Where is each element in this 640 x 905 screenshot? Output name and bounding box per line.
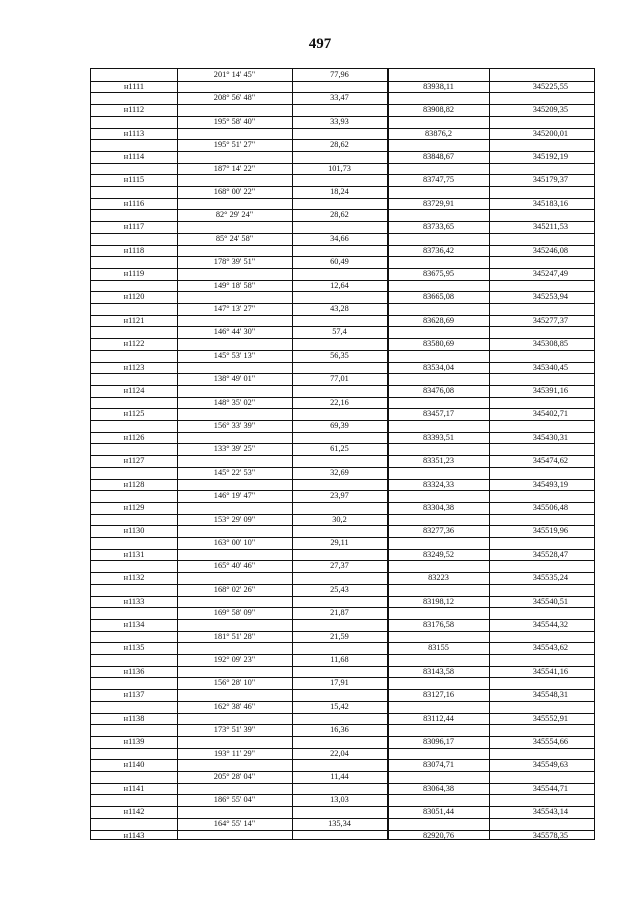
- segment-length: 56,35: [330, 350, 349, 360]
- row-divider: [91, 736, 387, 737]
- direction-angle: 149° 18' 58": [213, 280, 256, 290]
- coordinate-x: 83324,33: [422, 479, 455, 489]
- row-divider: [91, 654, 594, 655]
- segment-length: 11,68: [330, 655, 349, 664]
- coordinate-x: 83351,23: [422, 456, 455, 466]
- row-divider: [91, 455, 387, 456]
- segment-length: 22,04: [330, 748, 349, 758]
- segment-length: 16,36: [330, 725, 349, 735]
- row-divider: [91, 92, 594, 93]
- row-divider: [91, 350, 594, 351]
- segment-length: 27,37: [330, 561, 349, 571]
- point-name: н1133: [123, 596, 145, 606]
- coordinate-y: 345506,48: [532, 502, 568, 512]
- row-divider: [91, 116, 594, 117]
- direction-angle: 193° 11' 29": [213, 748, 256, 758]
- row-divider: [91, 420, 594, 421]
- row-divider: [91, 607, 594, 608]
- segment-length: 33,93: [330, 116, 349, 126]
- point-name: н1124: [123, 385, 145, 395]
- row-divider: [91, 631, 594, 632]
- coordinate-x: 83534,04: [422, 362, 455, 372]
- segment-length: 13,03: [330, 795, 349, 805]
- row-divider: [388, 830, 594, 831]
- direction-angle: 156° 33' 39": [213, 421, 256, 430]
- coordinate-x: 83155: [428, 643, 449, 653]
- row-divider: [91, 560, 594, 561]
- row-divider: [388, 81, 594, 82]
- coordinate-y: 345549,63: [532, 760, 568, 770]
- coordinate-y: 345209,35: [532, 105, 568, 115]
- point-name: н1111: [123, 81, 145, 91]
- coordinate-x: 83249,52: [422, 549, 455, 559]
- row-divider: [91, 373, 594, 374]
- coordinate-x: 83112,44: [423, 713, 454, 723]
- row-divider: [388, 362, 594, 363]
- point-name: н1122: [123, 339, 145, 349]
- row-divider: [91, 724, 594, 725]
- point-name: н1120: [123, 292, 145, 302]
- coordinate-x: 83729,91: [422, 198, 455, 208]
- row-divider: [91, 818, 594, 819]
- coordinate-x: 83176,58: [422, 619, 455, 629]
- direction-angle: 85° 24' 58": [215, 233, 254, 243]
- row-divider: [388, 642, 594, 643]
- direction-angle: 165° 40' 46": [213, 561, 256, 571]
- point-name: н1118: [123, 245, 145, 255]
- direction-angle: 148° 35' 02": [213, 397, 256, 407]
- coordinate-y: 345402,71: [532, 409, 568, 419]
- segment-length: 22,16: [330, 397, 349, 407]
- coordinate-x: 83198,12: [422, 596, 455, 606]
- row-divider: [91, 151, 387, 152]
- row-divider: [91, 689, 387, 690]
- coordinate-x: 83096,17: [422, 736, 455, 746]
- coordinate-y: 345211,53: [533, 222, 568, 232]
- row-divider: [91, 713, 387, 714]
- row-divider: [91, 596, 387, 597]
- point-name: н1112: [123, 105, 145, 115]
- coordinate-y: 345554,66: [532, 736, 568, 746]
- point-name: н1139: [123, 736, 145, 746]
- coordinate-x: 83908,82: [422, 105, 455, 115]
- segment-length: 77,01: [330, 374, 349, 384]
- coordinate-y: 345519,96: [532, 526, 568, 536]
- row-divider: [388, 666, 594, 667]
- coordinate-y: 345541,16: [532, 666, 568, 676]
- segment-length: 32,69: [330, 467, 349, 477]
- row-divider: [388, 385, 594, 386]
- direction-angle: 195° 58' 40": [213, 116, 256, 126]
- direction-angle: 186° 55' 04": [213, 795, 256, 805]
- coordinate-x: 83277,36: [422, 526, 455, 536]
- coordinate-y: 345543,62: [532, 643, 568, 653]
- direction-angle: 168° 02' 26": [213, 584, 256, 594]
- coordinate-x: 83747,75: [422, 175, 455, 185]
- coordinate-x: 83304,38: [422, 502, 455, 512]
- direction-angle: 195° 51' 27": [213, 140, 256, 150]
- row-divider: [91, 338, 387, 339]
- row-divider: [388, 549, 594, 550]
- coordinate-y: 345277,37: [532, 315, 568, 325]
- row-divider: [91, 806, 387, 807]
- row-divider: [388, 736, 594, 737]
- direction-angle: 168° 00' 22": [213, 187, 256, 196]
- direction-angle: 163° 00' 10": [213, 538, 256, 547]
- segment-length: 77,96: [330, 70, 349, 79]
- row-divider: [91, 666, 387, 667]
- point-name: н1128: [123, 479, 145, 489]
- segment-length: 17,91: [330, 678, 349, 688]
- row-divider: [91, 549, 387, 550]
- row-divider: [91, 198, 387, 199]
- row-divider: [91, 303, 594, 304]
- page-number: 497: [308, 36, 332, 52]
- direction-angle: 145° 53' 13": [213, 350, 256, 360]
- row-divider: [91, 268, 387, 269]
- row-divider: [91, 174, 387, 175]
- row-divider: [91, 397, 594, 398]
- row-divider: [388, 174, 594, 175]
- direction-angle: 187° 14' 22": [213, 163, 256, 173]
- row-divider: [91, 209, 594, 210]
- row-divider: [388, 455, 594, 456]
- row-divider: [388, 783, 594, 784]
- point-name: н1130: [123, 526, 145, 536]
- row-divider: [388, 198, 594, 199]
- direction-angle: 205° 28' 04": [213, 772, 256, 781]
- point-name: н1136: [123, 666, 145, 676]
- segment-length: 21,59: [330, 631, 349, 641]
- direction-angle: 146° 44' 30": [213, 327, 256, 337]
- row-divider: [388, 619, 594, 620]
- segment-length: 28,62: [330, 140, 349, 150]
- coordinate-y: 345225,55: [532, 81, 568, 91]
- direction-angle: 192° 09' 23": [213, 655, 256, 664]
- coordinate-y: 345247,49: [532, 268, 568, 278]
- row-divider: [91, 385, 387, 386]
- row-divider: [388, 291, 594, 292]
- direction-angle: 156° 28' 10": [213, 678, 256, 688]
- row-divider: [91, 537, 594, 538]
- row-divider: [388, 128, 594, 129]
- direction-angle: 162° 38' 46": [213, 701, 256, 711]
- row-divider: [91, 326, 594, 327]
- coordinate-y: 345200,01: [532, 128, 568, 138]
- coordinate-y: 345246,08: [532, 245, 568, 255]
- coordinate-y: 345192,19: [532, 151, 568, 161]
- point-name: н1113: [123, 128, 145, 138]
- row-divider: [91, 81, 387, 82]
- segment-length: 33,47: [330, 93, 349, 103]
- direction-angle: 164° 55' 14": [213, 818, 256, 828]
- coordinate-y: 345430,31: [532, 432, 568, 442]
- point-name: н1134: [123, 619, 145, 629]
- row-divider: [91, 362, 387, 363]
- point-name: н1127: [123, 456, 145, 466]
- coordinate-x: 83848,67: [422, 151, 455, 161]
- direction-angle: 178° 39' 51": [213, 257, 256, 267]
- coordinate-x: 83580,69: [422, 339, 455, 349]
- row-divider: [91, 221, 387, 222]
- row-divider: [91, 748, 594, 749]
- row-divider: [91, 783, 387, 784]
- row-divider: [91, 139, 594, 140]
- row-divider: [91, 490, 594, 491]
- row-divider: [91, 525, 387, 526]
- coordinate-x: 83675,95: [422, 268, 455, 278]
- direction-angle: 153° 29' 09": [213, 514, 256, 524]
- point-name: н1143: [123, 830, 145, 840]
- row-divider: [388, 315, 594, 316]
- point-name: н1114: [123, 151, 145, 161]
- coordinate-x: 83628,69: [422, 315, 455, 325]
- row-divider: [388, 572, 594, 573]
- row-divider: [388, 151, 594, 152]
- coordinate-y: 345543,14: [532, 807, 568, 817]
- row-divider: [388, 245, 594, 246]
- coordinate-y: 345179,37: [532, 175, 568, 185]
- coordinate-x: 83074,71: [422, 760, 455, 770]
- row-divider: [91, 443, 594, 444]
- row-divider: [91, 467, 594, 468]
- coordinate-y: 345308,85: [532, 339, 568, 349]
- row-divider: [388, 502, 594, 503]
- segment-length: 135,34: [328, 818, 351, 828]
- point-name: н1142: [123, 807, 145, 817]
- coordinate-y: 345391,16: [532, 385, 568, 395]
- segment-length: 30,2: [332, 514, 347, 524]
- point-name: н1117: [123, 222, 145, 232]
- point-name: н1135: [123, 643, 145, 653]
- segment-length: 69,39: [330, 421, 349, 430]
- point-name: н1132: [123, 573, 145, 583]
- row-divider: [91, 514, 594, 515]
- row-divider: [91, 408, 387, 409]
- coordinate-y: 345253,94: [532, 292, 568, 302]
- direction-angle: 208° 56' 48": [213, 93, 256, 103]
- coordinate-y: 345474,62: [532, 456, 568, 466]
- row-divider: [91, 432, 387, 433]
- row-divider: [91, 794, 594, 795]
- direction-angle: 145° 22' 53": [213, 467, 256, 477]
- row-divider: [91, 584, 594, 585]
- segment-length: 15,42: [330, 701, 349, 711]
- coordinate-x: 83143,58: [422, 666, 455, 676]
- coordinate-y: 345540,51: [532, 596, 568, 606]
- row-divider: [388, 596, 594, 597]
- coordinate-x: 83051,44: [422, 807, 455, 817]
- row-divider: [91, 280, 594, 281]
- row-divider: [388, 338, 594, 339]
- coordinate-x: 82920,76: [422, 830, 455, 840]
- direction-angle: 147° 13' 27": [213, 304, 256, 313]
- coordinate-x: 83393,51: [422, 432, 455, 442]
- coordinate-x: 83127,16: [422, 690, 455, 700]
- row-divider: [91, 619, 387, 620]
- coordinate-y: 345552,91: [532, 713, 568, 723]
- segment-length: 60,49: [330, 257, 349, 267]
- coordinate-x: 83736,42: [422, 245, 455, 255]
- row-divider: [91, 245, 387, 246]
- coordinate-x: 83876,2: [425, 128, 452, 138]
- row-divider: [91, 104, 387, 105]
- direction-angle: 181° 51' 28": [213, 631, 256, 641]
- row-divider: [91, 572, 387, 573]
- point-name: н1131: [123, 549, 145, 559]
- row-divider: [91, 315, 387, 316]
- row-divider: [91, 701, 594, 702]
- point-name: н1116: [123, 198, 145, 208]
- coordinate-x: 83223: [428, 573, 449, 583]
- coordinate-x: 83457,17: [422, 409, 455, 419]
- row-divider: [388, 713, 594, 714]
- row-divider: [388, 759, 594, 760]
- row-divider: [91, 502, 387, 503]
- coordinate-x: 83733,65: [422, 222, 455, 232]
- row-divider: [91, 256, 594, 257]
- row-divider: [388, 408, 594, 409]
- segment-length: 28,62: [330, 210, 349, 220]
- segment-length: 23,97: [330, 491, 349, 501]
- point-name: н1126: [123, 432, 145, 442]
- direction-angle: 201° 14' 45": [213, 70, 256, 79]
- direction-angle: 138° 49' 01": [213, 374, 256, 384]
- coordinate-y: 345493,19: [532, 479, 568, 489]
- coordinate-x: 83665,08: [422, 292, 455, 302]
- coordinate-y: 345535,24: [532, 573, 568, 583]
- point-name: н1138: [123, 713, 145, 723]
- row-divider: [91, 291, 387, 292]
- coordinate-y: 345528,47: [532, 549, 568, 559]
- point-name: н1115: [123, 175, 145, 185]
- segment-length: 12,64: [330, 280, 349, 290]
- row-divider: [388, 525, 594, 526]
- row-divider: [91, 771, 594, 772]
- segment-length: 18,24: [330, 187, 349, 196]
- coordinate-x: 83938,11: [423, 81, 454, 91]
- direction-angle: 169° 58' 09": [213, 608, 256, 618]
- row-divider: [388, 689, 594, 690]
- coordinate-y: 345548,31: [532, 690, 568, 700]
- row-divider: [91, 479, 387, 480]
- row-divider: [91, 759, 387, 760]
- row-divider: [388, 104, 594, 105]
- point-name: н1141: [123, 783, 145, 793]
- point-name: н1123: [123, 362, 145, 372]
- point-name: н1140: [123, 760, 145, 770]
- row-divider: [91, 233, 594, 234]
- row-divider: [91, 163, 594, 164]
- coordinate-y: 345578,35: [532, 830, 568, 840]
- coordinates-table: [90, 68, 595, 840]
- row-divider: [388, 479, 594, 480]
- segment-length: 57,4: [332, 327, 347, 337]
- row-divider: [388, 806, 594, 807]
- segment-length: 21,87: [330, 608, 349, 618]
- row-divider: [91, 677, 594, 678]
- row-divider: [91, 642, 387, 643]
- point-name: н1137: [123, 690, 145, 700]
- point-name: н1125: [123, 409, 145, 419]
- point-name: н1121: [123, 315, 145, 325]
- coordinate-y: 345183,16: [532, 198, 568, 208]
- segment-length: 61,25: [330, 444, 349, 454]
- segment-length: 101,73: [328, 163, 351, 173]
- row-divider: [388, 432, 594, 433]
- coordinate-x: 83476,08: [422, 385, 455, 395]
- direction-angle: 82° 29' 24": [215, 210, 254, 220]
- row-divider: [91, 830, 387, 831]
- segment-length: 43,28: [330, 304, 349, 313]
- segment-length: 11,44: [330, 772, 349, 781]
- segment-length: 34,66: [330, 233, 349, 243]
- direction-angle: 133° 39' 25": [213, 444, 256, 454]
- segment-length: 25,43: [330, 584, 349, 594]
- coordinate-y: 345340,45: [532, 362, 568, 372]
- row-divider: [91, 186, 594, 187]
- row-divider: [91, 128, 387, 129]
- point-name: н1129: [123, 502, 145, 512]
- coordinate-y: 345544,71: [532, 783, 568, 793]
- row-divider: [388, 221, 594, 222]
- coordinate-x: 83064,38: [422, 783, 455, 793]
- row-divider: [388, 268, 594, 269]
- direction-angle: 173° 51' 39": [213, 725, 256, 735]
- coordinate-y: 345544,32: [532, 619, 568, 629]
- segment-length: 29,11: [330, 538, 349, 547]
- point-name: н1119: [123, 268, 145, 278]
- direction-angle: 146° 19' 47": [213, 491, 256, 501]
